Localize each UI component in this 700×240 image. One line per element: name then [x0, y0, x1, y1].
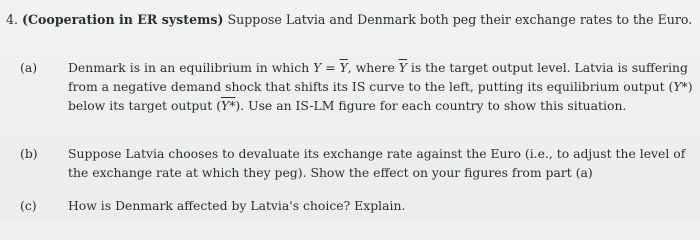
target-output-symbol: $\overline{Y}$	[339, 60, 348, 75]
part-a	[20, 58, 698, 115]
part-c	[20, 196, 700, 215]
question-intro: Suppose Latvia and Denmark both peg their exchange rates to the Euro.	[227, 12, 693, 27]
part-a-label: (a)	[20, 60, 38, 75]
part-b	[20, 144, 700, 182]
question-title: (Cooperation in ER systems)	[22, 12, 224, 27]
part-c-text: How is Denmark affected by Latvia's choice? Explain.	[68, 198, 406, 213]
latvia-output-symbol: Y*	[673, 79, 688, 94]
question-4-header	[6, 10, 700, 29]
part-a-text: Denmark is in an equilibrium in which $Y = \overline{Y}$, where $\overline{Y}$ is the target output level. Latvia is suffering from a negative demand shock that shifts its IS curve to the left, putting its equilibrium output (Y*) below its target output (Y*). Use an IS-LM figure for each country to show this situation.	[68, 60, 693, 113]
question-number: 4.	[6, 12, 19, 27]
part-c-label: (c)	[20, 198, 37, 213]
part-b-label: (b)	[20, 146, 38, 161]
latvia-target-output-symbol: Y*	[221, 98, 236, 113]
part-b-text: Suppose Latvia chooses to devaluate its exchange rate against the Euro (i.e., to adjust the level of the exchange rate at which they peg). Show the effect on your figures from part (a)	[68, 146, 686, 180]
target-output-symbol-2: $\overline{Y}$	[398, 60, 407, 75]
output-symbol: Y	[313, 60, 322, 75]
